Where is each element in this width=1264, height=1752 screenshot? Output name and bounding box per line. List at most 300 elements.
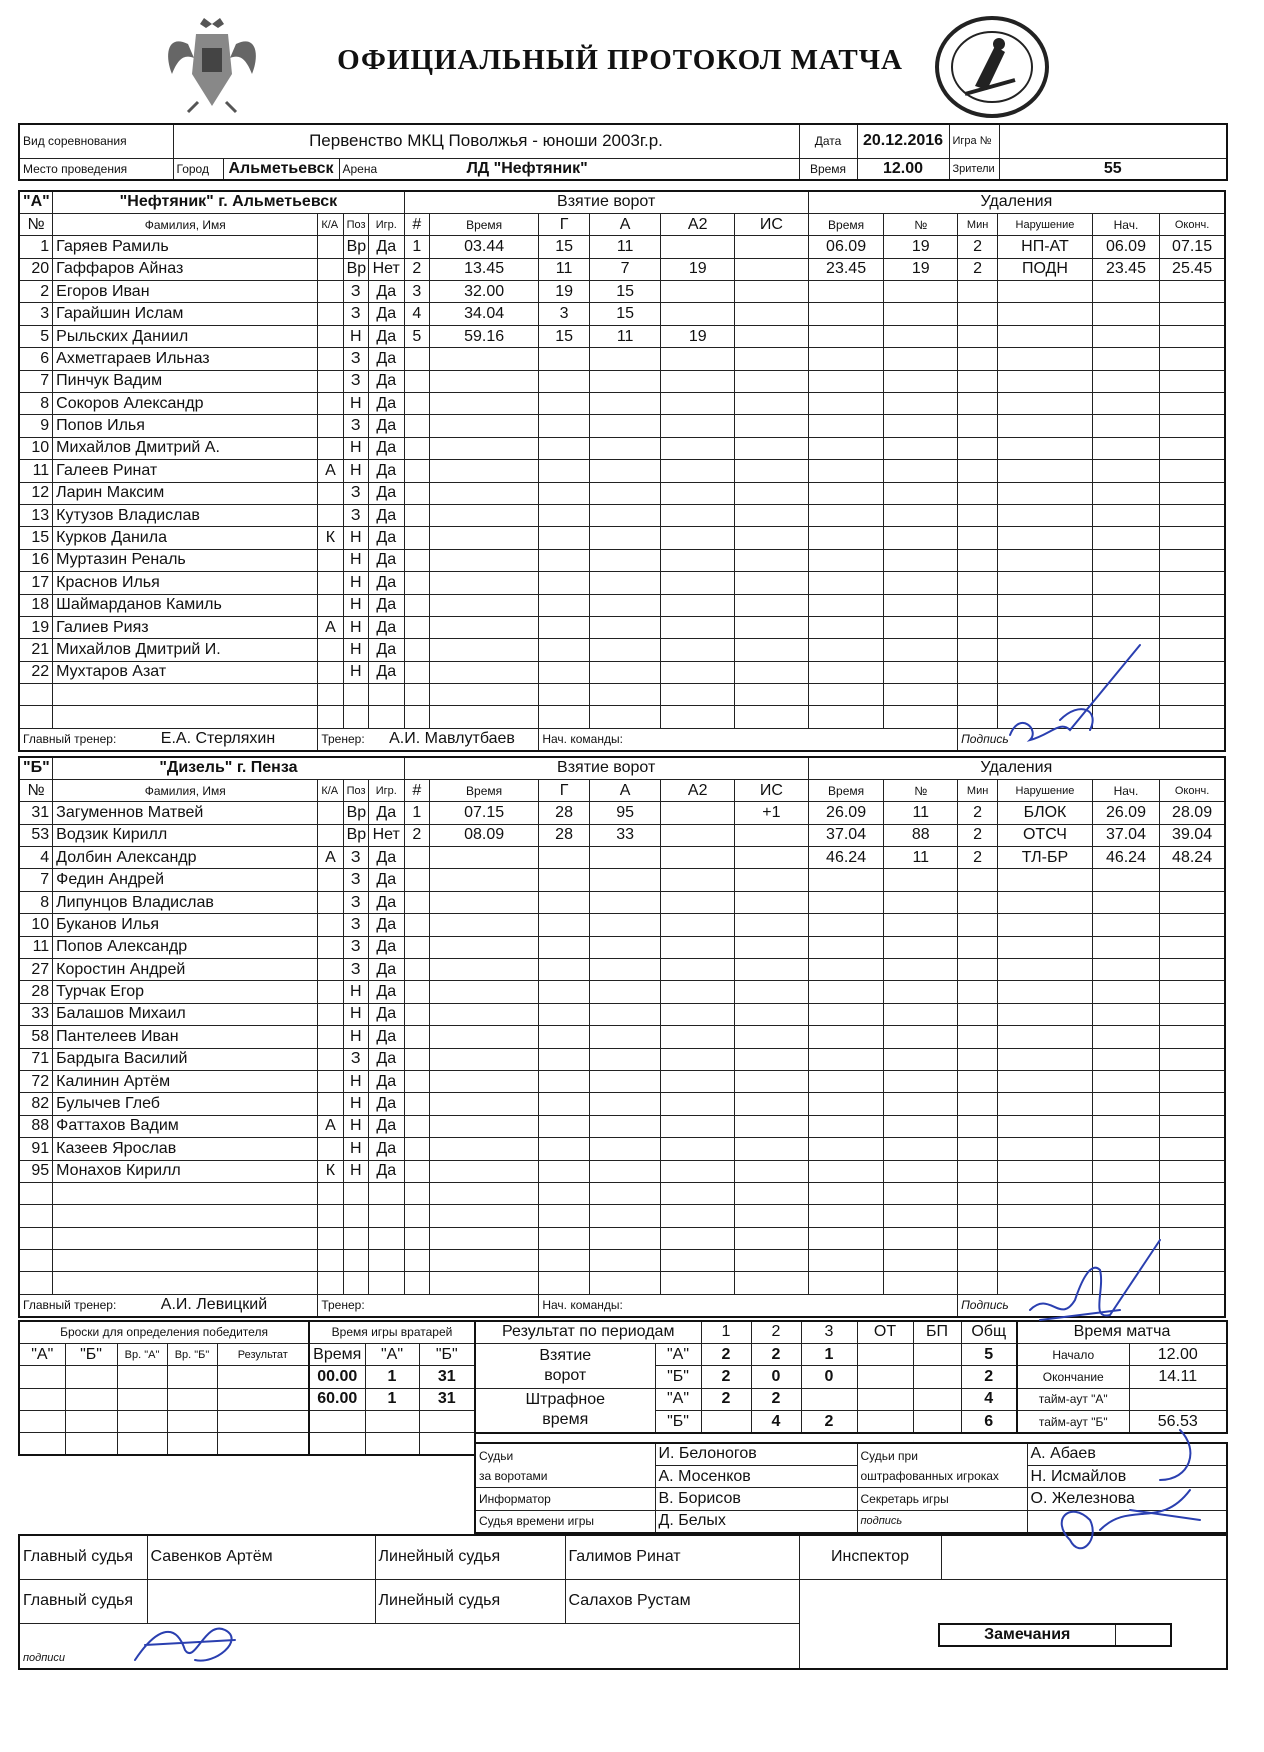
penalty-player [884,1003,958,1025]
goal-time [429,1205,538,1227]
row-ot [857,1411,913,1433]
player-number [19,1250,53,1272]
penalty-end [1160,891,1225,913]
col-violation: Нарушение [998,213,1093,235]
penalty-start [1092,1160,1159,1182]
player-plays: Да [368,325,404,347]
goal-situation [735,959,809,981]
penalty-minutes: 2 [958,258,998,280]
table-row [19,348,1225,370]
penalty-minutes [958,1093,998,1115]
player-position: Вр [343,824,368,846]
player-captain-mark [318,549,343,571]
goal-situation [735,460,809,482]
penalty-time: 37.04 [808,824,884,846]
player-captain-mark: А [318,460,343,482]
player-number: 21 [19,639,53,661]
player-number: 18 [19,594,53,616]
col-pen-no: № [884,213,958,235]
player-captain-mark: А [318,847,343,869]
penalty-end [1160,684,1225,706]
penalty-violation [998,527,1093,549]
goal-time [429,684,538,706]
player-captain-mark [318,393,343,415]
player-number: 10 [19,914,53,936]
table-row [19,393,1225,415]
city-label: Город [173,158,223,180]
player-captain-mark: А [318,1115,343,1137]
penalty-player [884,959,958,981]
penalty-end [1160,437,1225,459]
line-referee-1: Галимов Ринат [565,1535,799,1579]
player-plays: Нет [368,824,404,846]
penalty-minutes [958,661,998,683]
gk-row-time: 00.00 [309,1366,365,1388]
goal-time [429,1093,538,1115]
table-row [19,370,1225,392]
penalty-start [1092,393,1159,415]
goal-scorer [539,981,590,1003]
player-plays [368,706,404,728]
table-row [19,936,1225,958]
row-bp [913,1343,961,1365]
penalty-minutes [958,936,998,958]
penalty-start: 23.45 [1092,258,1159,280]
timeout-b-label: тайм-аут "Б" [1017,1411,1129,1433]
player-name: Галеев Ринат [53,460,318,482]
col-start: Нач. [1092,213,1159,235]
head-coach-label: Главный тренер: [23,1298,117,1313]
col-pos: Поз [343,779,368,801]
penalty-minutes [958,1115,998,1137]
penalty-minutes [958,684,998,706]
player-number: 8 [19,393,53,415]
goal-number [404,869,429,891]
goal-scorer [539,1205,590,1227]
penalty-player [884,482,958,504]
player-number: 95 [19,1160,53,1182]
competition-label: Вид соревнования [19,124,173,158]
shootout-table [18,1320,310,1456]
penalty-time [808,325,884,347]
player-position [343,1250,368,1272]
penalty-time [808,1138,884,1160]
goal-assist-2 [661,824,735,846]
coach-label: Тренер: [321,1298,365,1313]
head-coach-label: Главный тренер: [23,732,117,747]
competition-name: Первенство МКЦ Поволжья - юноши 2003г.р. [173,124,799,158]
penalty-start [1092,914,1159,936]
goal-number [404,639,429,661]
team-b-letter: "Б" [19,757,53,779]
player-plays: Нет [368,258,404,280]
goal-situation [735,869,809,891]
goal-number [404,1093,429,1115]
goal-scorer [539,616,590,638]
penalty-player [884,661,958,683]
table-row [19,914,1225,936]
penalty-player [884,504,958,526]
col-violation: Нарушение [998,779,1093,801]
row-team: "Б" [655,1411,701,1433]
table-row [19,415,1225,437]
goal-situation [735,1093,809,1115]
table-row [19,325,1225,347]
goal-assist-2 [661,415,735,437]
referee-signature [125,1610,265,1670]
goal-assist-2 [661,527,735,549]
penalty-end [1160,460,1225,482]
goal-scorer: 11 [539,258,590,280]
penalty-time [808,1227,884,1249]
player-position: З [343,415,368,437]
team-a-signature [1000,640,1150,760]
penalty-end [1160,869,1225,891]
player-name: Михайлов Дмитрий А. [53,437,318,459]
goal-situation [735,258,809,280]
goal-assist-2 [661,706,735,728]
player-name: Гарайшин Ислам [53,303,318,325]
game-label: Игра № [949,124,999,158]
player-captain-mark [318,415,343,437]
penalty-start [1092,616,1159,638]
goal-judge-1: И. Белоногов [655,1443,857,1465]
player-name: Кутузов Владислав [53,504,318,526]
penalty-start [1092,1205,1159,1227]
penalty-player [884,936,958,958]
player-plays: Да [368,1048,404,1070]
player-position [343,1182,368,1204]
table-row [19,959,1225,981]
penalty-minutes [958,370,998,392]
player-captain-mark [318,1272,343,1294]
penalty-player [884,684,958,706]
goal-number [404,1160,429,1182]
goal-assist-2 [661,482,735,504]
table-row [19,1070,1225,1092]
player-name [53,706,318,728]
goal-judges-line2: за воротами [479,1468,548,1483]
col-ka: К/А [318,779,343,801]
goal-situation [735,370,809,392]
goal-scorer: 3 [539,303,590,325]
goal-situation [735,549,809,571]
goal-assist-2 [661,1070,735,1092]
penalty-violation [998,281,1093,303]
timekeeper-name: Д. Белых [655,1510,857,1532]
penalty-player [884,1205,958,1227]
player-position [343,706,368,728]
arena-label: Арена [342,161,378,176]
col-pen-no: № [884,779,958,801]
penalty-minutes [958,1250,998,1272]
periods-label: Результат по периодам [475,1321,701,1343]
player-captain-mark [318,594,343,616]
penalty-end [1160,1205,1225,1227]
goal-situation [735,236,809,258]
penalty-end [1160,504,1225,526]
date-label: Дата [799,124,857,158]
player-captain-mark [318,482,343,504]
table-row [19,572,1225,594]
start-label: Начало [1017,1343,1129,1365]
row-p1: 2 [701,1388,751,1410]
team-b-head-coach-cell [19,1294,318,1316]
player-number: 88 [19,1115,53,1137]
penalty-time: 06.09 [808,236,884,258]
goal-scorer [539,1160,590,1182]
penalty-minutes [958,504,998,526]
goal-assist: 11 [589,236,661,258]
match-meta-table [18,123,1228,181]
col-hash: # [404,779,429,801]
team-a-head-coach: Е.А. Стерляхин [160,730,276,748]
goal-scorer [539,549,590,571]
penalty-minutes [958,549,998,571]
arena-value: ЛД "Нефтяник" [466,159,588,177]
player-name: Ахметгараев Ильназ [53,348,318,370]
line-referee-label-2: Линейный судья [375,1579,565,1623]
penalty-start [1092,303,1159,325]
goal-time [429,527,538,549]
col-end: Оконч. [1160,213,1225,235]
penalty-player [884,348,958,370]
player-captain-mark [318,1070,343,1092]
player-plays [368,1250,404,1272]
goal-number [404,460,429,482]
player-name [53,1182,318,1204]
player-position: Н [343,325,368,347]
row-p1 [701,1411,751,1433]
goal-assist [589,684,661,706]
secretary-sign-label: подпись [857,1510,1027,1532]
row-team: "Б" [655,1366,701,1388]
penalty-start [1092,1138,1159,1160]
penalty-time [808,1272,884,1294]
goal-assist: 15 [589,281,661,303]
penalty-end: 39.04 [1160,824,1225,846]
goal-judges-label [475,1443,655,1488]
penalty-player [884,1070,958,1092]
penalty-violation [998,959,1093,981]
table-row [19,981,1225,1003]
penalty-violation [998,1115,1093,1137]
goal-assist [589,482,661,504]
goal-time [429,639,538,661]
player-position [343,684,368,706]
penalty-violation [998,1093,1093,1115]
penalty-time [808,281,884,303]
goal-assist [589,936,661,958]
row-p2: 0 [751,1366,801,1388]
player-plays: Да [368,1070,404,1092]
team-b-rows [19,802,1225,1295]
goal-number [404,393,429,415]
team-a-letter: "А" [19,191,53,213]
goal-assist-2 [661,1182,735,1204]
player-plays: Да [368,303,404,325]
player-name: Коростин Андрей [53,959,318,981]
penalty-end [1160,325,1225,347]
player-number [19,1205,53,1227]
overtime-header: ОТ [857,1321,913,1343]
timekeeper-label: Судья времени игры [475,1510,655,1532]
penalty-end [1160,1160,1225,1182]
row-team: "А" [655,1388,701,1410]
goal-assist-2 [661,504,735,526]
goal-number: 2 [404,824,429,846]
penalty-player [884,891,958,913]
penalty-start [1092,1003,1159,1025]
row-bp [913,1411,961,1433]
penalty-start [1092,325,1159,347]
penalty-end [1160,914,1225,936]
penalty-end [1160,639,1225,661]
player-position: Н [343,616,368,638]
informer-label: Информатор [475,1488,655,1510]
arena-cell [339,158,799,180]
penalty-start [1092,1115,1159,1137]
goal-scorer [539,482,590,504]
goal-time [429,981,538,1003]
player-position: Н [343,1026,368,1048]
row-p3: 2 [801,1411,857,1433]
player-plays: Да [368,869,404,891]
shootout-header: БП [913,1321,961,1343]
gk-row-a: 1 [365,1366,419,1388]
goal-assist-2 [661,1003,735,1025]
goal-assist [589,1250,661,1272]
goal-time [429,415,538,437]
goal-time [429,1227,538,1249]
penalty-player [884,981,958,1003]
penalty-player [884,460,958,482]
row-p2: 4 [751,1411,801,1433]
goal-scorer [539,1182,590,1204]
goal-scorer [539,415,590,437]
penalty-time [808,393,884,415]
goal-number [404,1250,429,1272]
goal-scorer [539,661,590,683]
player-captain-mark [318,936,343,958]
timeout-a-value [1129,1388,1227,1410]
player-plays: Да [368,482,404,504]
player-position: З [343,959,368,981]
player-position: Н [343,549,368,571]
player-number: 19 [19,616,53,638]
goal-assist [589,549,661,571]
penalty-end [1160,281,1225,303]
penalty-time [808,1250,884,1272]
goal-assist-2 [661,572,735,594]
penalty-start [1092,981,1159,1003]
gk-row-time: 60.00 [309,1388,365,1410]
penalty-start [1092,936,1159,958]
col-ka: К/А [318,213,343,235]
penalty-time [808,348,884,370]
goal-assist-2 [661,661,735,683]
date-value: 20.12.2016 [857,124,949,158]
shootout-col-b: "Б" [65,1343,117,1365]
player-number: 9 [19,415,53,437]
penalty-player [884,527,958,549]
player-plays: Да [368,981,404,1003]
player-position: З [343,370,368,392]
player-position: З [343,482,368,504]
player-position: З [343,281,368,303]
goal-time [429,1115,538,1137]
penalty-violation [998,914,1093,936]
col-pen-time: Время [808,779,884,801]
row-ot [857,1343,913,1365]
goal-situation [735,348,809,370]
blank-cell [799,1579,1227,1623]
shootout-col-a: "А" [19,1343,65,1365]
penalty-violation [998,549,1093,571]
penalty-start [1092,281,1159,303]
table-row [19,594,1225,616]
goal-situation [735,706,809,728]
penalty-violation: ОТСЧ [998,824,1093,846]
goal-assist [589,1048,661,1070]
penalty-time [808,1093,884,1115]
signature-label: Подпись [961,732,1009,747]
goal-scorer [539,460,590,482]
penalty-time [808,1003,884,1025]
goal-scorer [539,594,590,616]
penalty-time: 23.45 [808,258,884,280]
penalty-end [1160,1115,1225,1137]
table-row [19,1160,1225,1182]
goal-situation [735,847,809,869]
penalty-time [808,959,884,981]
table-row [19,824,1225,846]
goal-number [404,348,429,370]
goals-label-line2: ворот [544,1366,587,1384]
player-captain-mark: К [318,527,343,549]
penalty-end: 07.15 [1160,236,1225,258]
table-row [19,1205,1225,1227]
goal-assist-2 [661,281,735,303]
secretary-name: О. Железнова [1027,1488,1227,1510]
table-row [19,616,1225,638]
player-name: Фаттахов Вадим [53,1115,318,1137]
remarks-value [1115,1624,1171,1646]
row-p3 [801,1388,857,1410]
penalty-player [884,1026,958,1048]
line-referee-2: Салахов Рустам [565,1579,799,1623]
player-captain-mark [318,236,343,258]
player-number [19,1182,53,1204]
penalty-violation [998,1070,1093,1092]
penalty-time [808,639,884,661]
goal-number [404,572,429,594]
goal-assist-2 [661,1205,735,1227]
goal-situation [735,1227,809,1249]
team-a-coach-cell [318,728,539,750]
player-captain-mark [318,370,343,392]
penalty-end [1160,415,1225,437]
goal-situation [735,1070,809,1092]
penalty-violation: ПОДН [998,258,1093,280]
goal-assist [589,616,661,638]
table-row [19,1138,1225,1160]
goal-number [404,1205,429,1227]
player-number: 31 [19,802,53,824]
penalty-end [1160,393,1225,415]
goal-assist-2: 19 [661,258,735,280]
player-number: 72 [19,1070,53,1092]
